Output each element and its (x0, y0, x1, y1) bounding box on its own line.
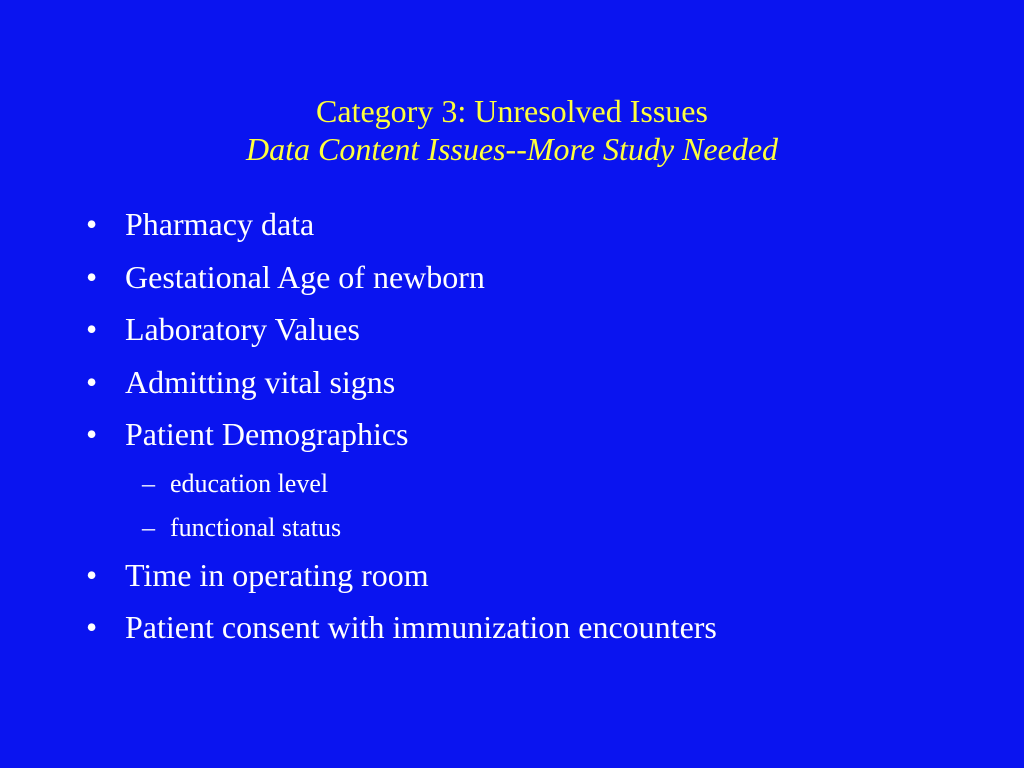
bullet-item (86, 412, 717, 465)
slide-title (0, 92, 1024, 168)
sub-bullet-text: education level (170, 468, 329, 498)
bullet-text: Patient consent with immunization encounters (125, 609, 717, 645)
dash-icon: – (142, 512, 155, 542)
bullet-item (86, 360, 717, 413)
bullet-text: Pharmacy data (125, 206, 315, 242)
bullet-dot-icon: • (86, 556, 98, 593)
bullet-dot-icon: • (86, 609, 98, 645)
bullet-text: Patient Demographics (125, 416, 409, 452)
bullet-dot-icon: • (86, 311, 98, 347)
sub-bullet-item (86, 465, 717, 509)
bullet-dot-icon: • (86, 363, 98, 400)
sub-bullet-text: functional status (170, 512, 342, 542)
bullet-item (86, 553, 717, 606)
bullet-item (86, 255, 717, 308)
bullet-text: Time in operating room (125, 556, 429, 593)
bullet-list (86, 202, 717, 658)
dash-icon: – (142, 468, 155, 498)
bullet-item (86, 307, 717, 360)
title-line-1: Category 3: Unresolved Issues (316, 93, 708, 129)
sub-bullet-item (86, 509, 717, 553)
bullet-dot-icon: • (86, 258, 98, 295)
bullet-text: Gestational Age of newborn (125, 258, 485, 295)
bullet-dot-icon: • (86, 416, 98, 452)
bullet-item (86, 202, 717, 255)
bullet-dot-icon: • (86, 206, 98, 242)
bullet-text: Admitting vital signs (125, 363, 396, 400)
bullet-text: Laboratory Values (125, 311, 360, 347)
title-line-2-subtitle: Data Content Issues--More Study Needed (245, 131, 779, 167)
bullet-item (86, 605, 717, 658)
